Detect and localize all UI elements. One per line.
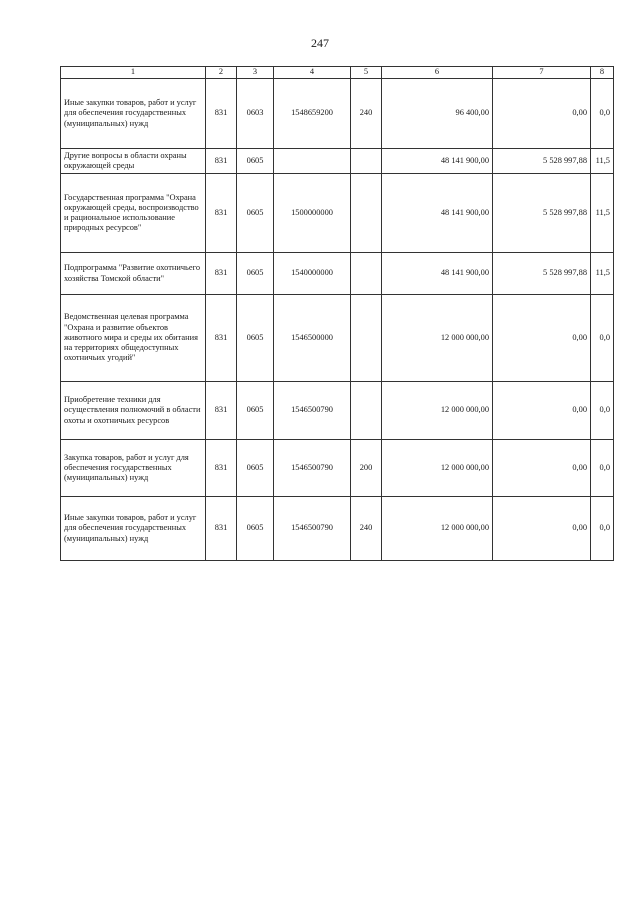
execution-percent: 0,0 bbox=[591, 79, 614, 149]
column-header: 3 bbox=[237, 67, 274, 79]
expense-type-code: 240 bbox=[351, 79, 382, 149]
section-code: 0605 bbox=[237, 174, 274, 253]
expense-type-code: 240 bbox=[351, 497, 382, 561]
table-row bbox=[61, 440, 614, 497]
header-row bbox=[61, 67, 614, 79]
actual-amount: 0,00 bbox=[493, 440, 591, 497]
admin-code: 831 bbox=[206, 174, 237, 253]
table-row bbox=[61, 174, 614, 253]
plan-amount: 48 141 900,00 bbox=[382, 253, 493, 295]
column-header: 7 bbox=[493, 67, 591, 79]
section-code: 0605 bbox=[237, 497, 274, 561]
admin-code: 831 bbox=[206, 79, 237, 149]
actual-amount: 0,00 bbox=[493, 79, 591, 149]
section-code: 0605 bbox=[237, 382, 274, 440]
section-code: 0603 bbox=[237, 79, 274, 149]
expense-type-code: 200 bbox=[351, 440, 382, 497]
plan-amount: 48 141 900,00 bbox=[382, 174, 493, 253]
actual-amount: 0,00 bbox=[493, 382, 591, 440]
admin-code: 831 bbox=[206, 440, 237, 497]
target-article-code: 1546500790 bbox=[274, 382, 351, 440]
expense-type-code bbox=[351, 253, 382, 295]
section-code: 0605 bbox=[237, 149, 274, 174]
execution-percent: 0,0 bbox=[591, 382, 614, 440]
budget-table bbox=[60, 66, 614, 561]
execution-percent: 0,0 bbox=[591, 497, 614, 561]
target-article-code: 1500000000 bbox=[274, 174, 351, 253]
section-code: 0605 bbox=[237, 440, 274, 497]
plan-amount: 12 000 000,00 bbox=[382, 295, 493, 382]
table-row bbox=[61, 497, 614, 561]
target-article-code: 1546500790 bbox=[274, 440, 351, 497]
expense-type-code bbox=[351, 382, 382, 440]
page-number: 247 bbox=[311, 36, 329, 50]
admin-code: 831 bbox=[206, 382, 237, 440]
column-header: 2 bbox=[206, 67, 237, 79]
execution-percent: 11,5 bbox=[591, 174, 614, 253]
plan-amount: 96 400,00 bbox=[382, 79, 493, 149]
row-name: Государственная программа "Охрана окружающей среды, воспроизводство и рациональное использование природных ресурсов" bbox=[61, 174, 206, 253]
target-article-code bbox=[274, 149, 351, 174]
row-name: Подпрограмма "Развитие охотничьего хозяйства Томской области" bbox=[61, 253, 206, 295]
actual-amount: 0,00 bbox=[493, 295, 591, 382]
column-header: 1 bbox=[61, 67, 206, 79]
column-header: 6 bbox=[382, 67, 493, 79]
row-name: Иные закупки товаров, работ и услуг для обеспечения государственных (муниципальных) нужд bbox=[61, 79, 206, 149]
execution-percent: 11,5 bbox=[591, 149, 614, 174]
section-code: 0605 bbox=[237, 295, 274, 382]
plan-amount: 48 141 900,00 bbox=[382, 149, 493, 174]
actual-amount: 5 528 997,88 bbox=[493, 253, 591, 295]
table-row bbox=[61, 295, 614, 382]
row-name: Другие вопросы в области охраны окружающей среды bbox=[61, 149, 206, 174]
execution-percent: 0,0 bbox=[591, 295, 614, 382]
target-article-code: 1548659200 bbox=[274, 79, 351, 149]
table-row bbox=[61, 149, 614, 174]
row-name: Иные закупки товаров, работ и услуг для обеспечения государственных (муниципальных) нужд bbox=[61, 497, 206, 561]
row-name: Закупка товаров, работ и услуг для обеспечения государственных (муниципальных) нужд bbox=[61, 440, 206, 497]
plan-amount: 12 000 000,00 bbox=[382, 440, 493, 497]
admin-code: 831 bbox=[206, 149, 237, 174]
table-row bbox=[61, 253, 614, 295]
target-article-code: 1546500790 bbox=[274, 497, 351, 561]
actual-amount: 5 528 997,88 bbox=[493, 174, 591, 253]
row-name: Приобретение техники для осуществления полномочий в области охоты и охотничьих ресурсов bbox=[61, 382, 206, 440]
row-name: Ведомственная целевая программа "Охрана и развитие объектов животного мира и среды их обитания на территориях общедоступных охотничьих угодий" bbox=[61, 295, 206, 382]
section-code: 0605 bbox=[237, 253, 274, 295]
plan-amount: 12 000 000,00 bbox=[382, 382, 493, 440]
admin-code: 831 bbox=[206, 295, 237, 382]
column-header: 5 bbox=[351, 67, 382, 79]
table-row bbox=[61, 79, 614, 149]
execution-percent: 0,0 bbox=[591, 440, 614, 497]
column-header: 4 bbox=[274, 67, 351, 79]
target-article-code: 1540000000 bbox=[274, 253, 351, 295]
expense-type-code bbox=[351, 295, 382, 382]
execution-percent: 11,5 bbox=[591, 253, 614, 295]
expense-type-code bbox=[351, 149, 382, 174]
target-article-code: 1546500000 bbox=[274, 295, 351, 382]
admin-code: 831 bbox=[206, 497, 237, 561]
admin-code: 831 bbox=[206, 253, 237, 295]
plan-amount: 12 000 000,00 bbox=[382, 497, 493, 561]
actual-amount: 0,00 bbox=[493, 497, 591, 561]
column-header: 8 bbox=[591, 67, 614, 79]
expense-type-code bbox=[351, 174, 382, 253]
table-row bbox=[61, 382, 614, 440]
actual-amount: 5 528 997,88 bbox=[493, 149, 591, 174]
